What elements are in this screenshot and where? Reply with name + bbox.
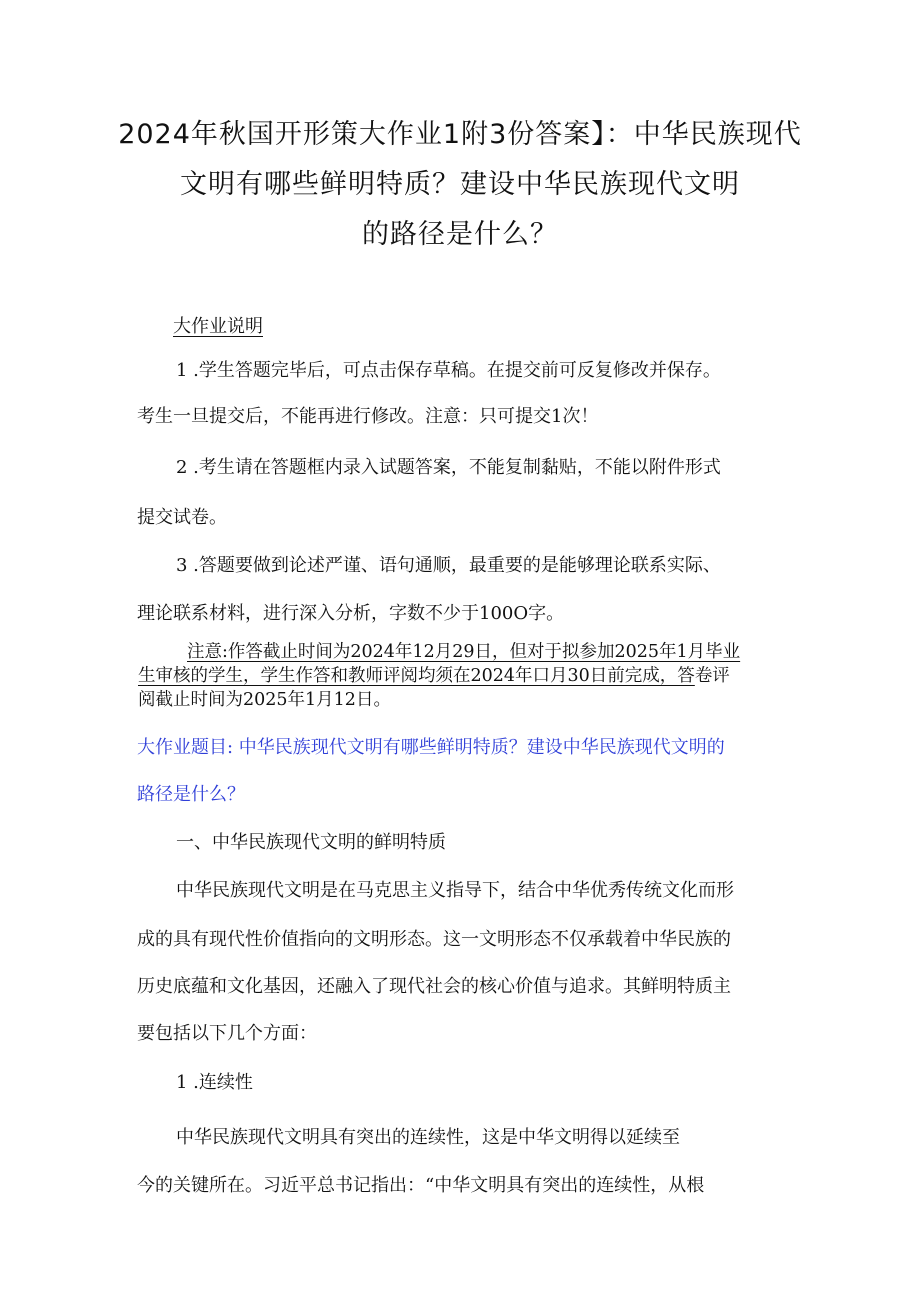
title-line-2: 文明有哪些鲜明特质？建设中华民族现代文明 [180,169,740,200]
subsection-heading-1: 1 .连续性 [176,1072,253,1093]
deadline-note [138,640,793,712]
note-line-2-underlined: 生审核的学生，学生作答和教师评阅均须在2024年口月30日前完成，答 [138,666,695,686]
note-line-1: 注意:作答截止时间为2024年12月29日，但对于拟参加2025年1月毕业 [187,642,741,662]
paragraph-1-line-1: 中华民族现代文明是在马克思主义指导下，结合中华优秀传统文化而形 [176,880,734,901]
instruction-item-1-line-1: 1 .学生答题完毕后，可点击保存草稿。在提交前可反复修改并保存。 [176,360,721,381]
instruction-item-2-line-1: 2 .考生请在答题框内录入试题答案，不能复制黏贴，不能以附件形式 [176,457,721,478]
instruction-item-3-line-2: 理论联系材料，进行深入分析，字数不少于100O字。 [137,603,565,624]
document-title [100,110,820,260]
instructions-heading: 大作业说明 [173,316,263,337]
paragraph-1-line-3: 历史底蕴和文化基因，还融入了现代社会的核心价值与追求。其鲜明特质主 [137,976,731,997]
section-heading-1: 一、中华民族现代文明的鲜明特质 [176,832,446,853]
instruction-item-1-line-2: 考生一旦提交后，不能再进行修改。注意：只可提交1次！ [137,406,599,427]
question-line-2: 路径是什么？ [137,784,245,805]
note-line-3: 阅截止时间为2025年1月12日。 [138,690,391,710]
instruction-item-2-line-2: 提交试卷。 [137,507,227,528]
title-line-1: 2024年秋国开形策大作业1附3份答案】：中华民族现代 [118,119,802,150]
title-line-3: 的路径是什么？ [362,219,558,250]
paragraph-2-line-2: 今的关键所在。习近平总书记指出：“中华文明具有突出的连续性，从根 [137,1175,705,1196]
paragraph-1-line-4: 要包括以下几个方面： [137,1023,317,1044]
note-line-2-rest: 卷评 [694,666,730,686]
instruction-item-3-line-1: 3 .答题要做到论述严谨、语句通顺，最重要的是能够理论联系实际、 [176,555,721,576]
question-line-1: 大作业题目: 中华民族现代文明有哪些鲜明特质？建设中华民族现代文明的 [137,737,725,758]
paragraph-1-line-2: 成的具有现代性价值指向的文明形态。这一文明形态不仅承载着中华民族的 [137,929,731,950]
paragraph-2-line-1: 中华民族现代文明具有突出的连续性，这是中华文明得以延续至 [176,1127,680,1148]
